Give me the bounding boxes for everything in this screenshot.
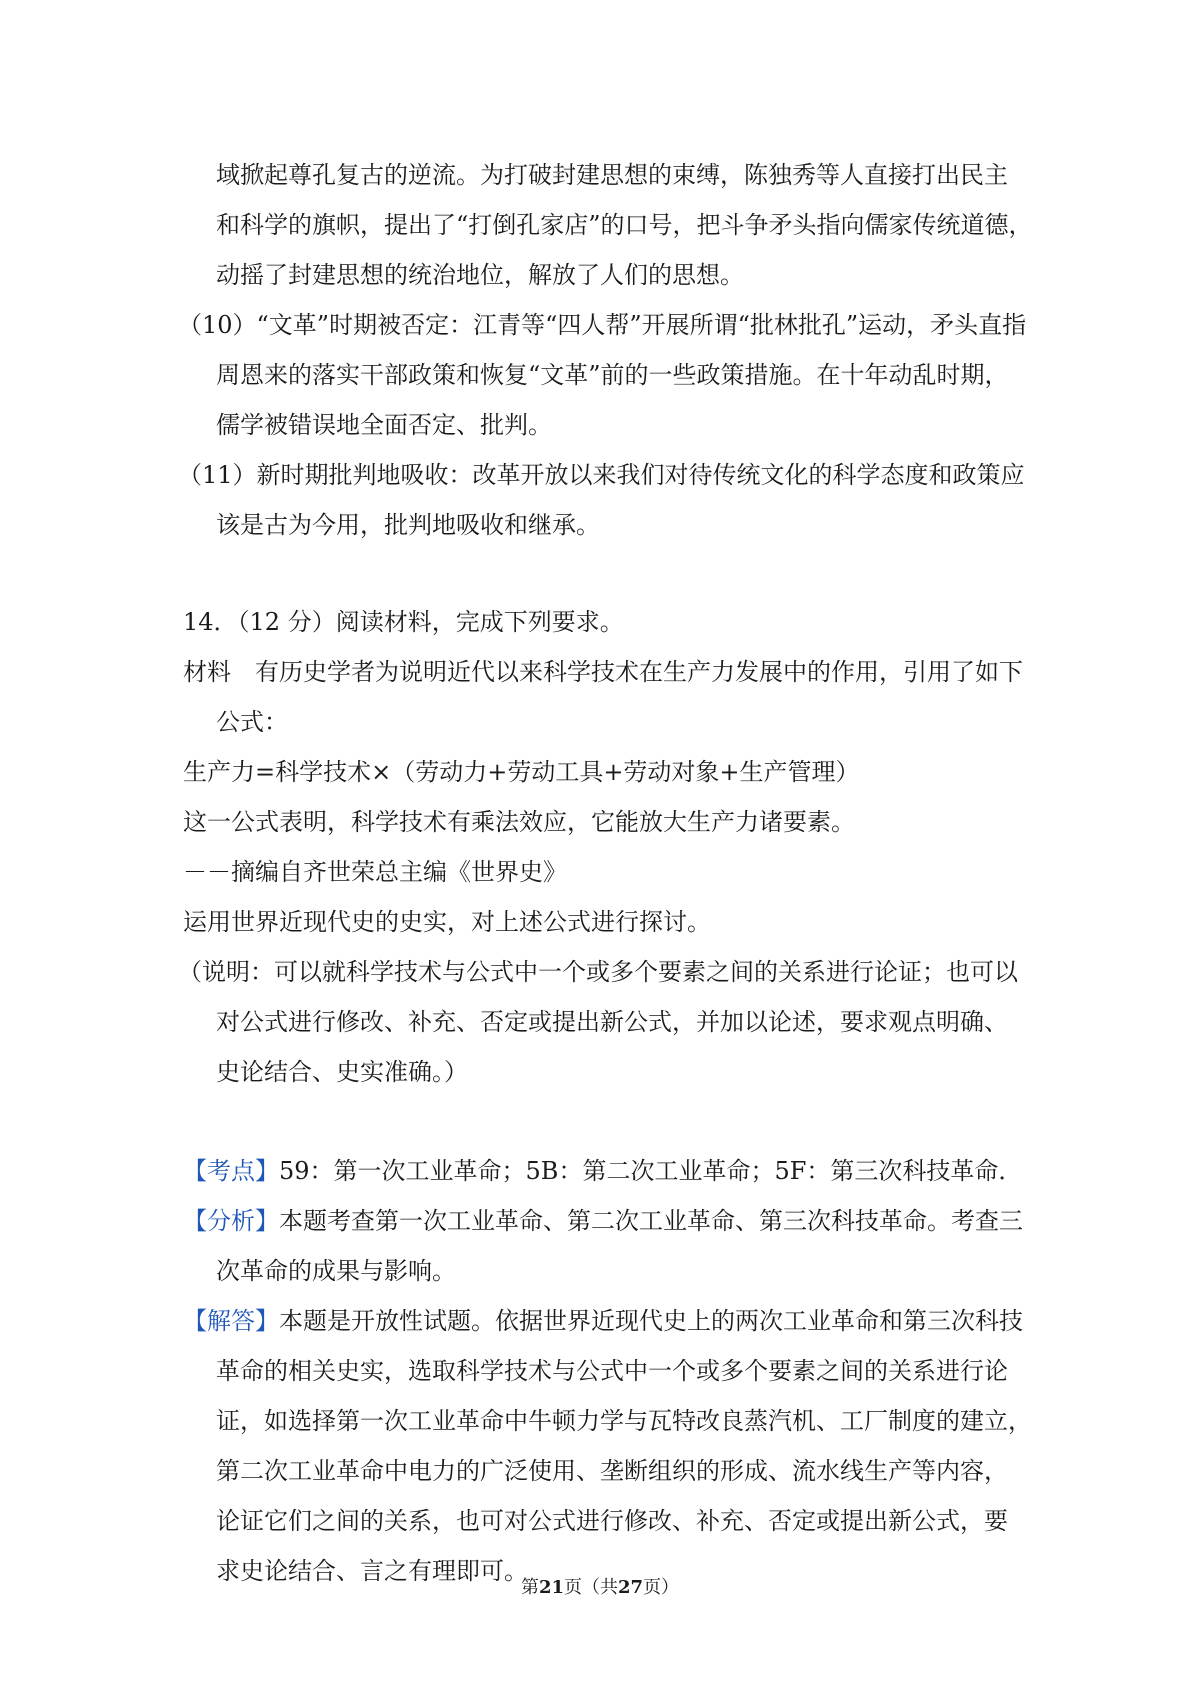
- fenxi-line: 次革命的成果与影响。: [216, 1257, 456, 1285]
- paragraph-item-11: [178, 450, 1028, 550]
- jieda-line: 求史论结合、言之有理即可。: [216, 1557, 528, 1585]
- text-line: （11）新时期批判地吸收：改革开放以来我们对待传统文化的科学态度和政策应: [178, 461, 1025, 489]
- kaodian-text: 59：第一次工业革命；5B：第二次工业革命；5F：第三次科技革命．: [279, 1157, 1023, 1185]
- fenxi-tag: 【分析】: [183, 1207, 279, 1235]
- text-line: （10）“文革”时期被否定：江青等“四人帮”开展所谓“批林批孔”运动，矛头直指: [178, 311, 1027, 339]
- kaodian-line: [183, 1146, 1028, 1196]
- question-header: 14．（12 分）阅读材料，完成下列要求。: [183, 608, 624, 636]
- jieda-line: 革命的相关史实，选取科学技术与公式中一个或多个要素之间的关系进行论: [216, 1357, 1008, 1385]
- text-line: 域掀起尊孔复古的逆流。为打破封建思想的束缚，陈独秀等人直接打出民主: [216, 161, 1008, 189]
- kaodian-tag: 【考点】: [183, 1157, 279, 1185]
- text-line: 周恩来的落实干部政策和恢复“文革”前的一些政策措施。在十年动乱时期，: [216, 361, 1009, 389]
- formula-line: 生产力=科学技术×（劳动力+劳动工具+劳动对象+生产管理）: [183, 758, 860, 786]
- footer-prefix: 第: [520, 1577, 539, 1598]
- jieda-text: 本题是开放性试题。依据世界近现代史上的两次工业革命和第三次科技: [279, 1307, 1023, 1335]
- jieda-tag: 【解答】: [183, 1307, 279, 1335]
- paragraph-item-9: [183, 150, 1033, 300]
- note-line: （说明：可以就科学技术与公式中一个或多个要素之间的关系进行论证；也可以: [178, 958, 1018, 986]
- jieda-line: 证，如选择第一次工业革命中牛顿力学与瓦特改良蒸汽机、工厂制度的建立，: [216, 1407, 1032, 1435]
- text-line: 动摇了封建思想的统治地位，解放了人们的思想。: [216, 261, 744, 289]
- material-source: －－摘编自齐世荣总主编《世界史》: [183, 858, 567, 886]
- note-line: 史论结合、史实准确。）: [216, 1058, 468, 1086]
- jieda-line: [183, 1296, 1028, 1346]
- fenxi-text: 本题考查第一次工业革命、第二次工业革命、第三次科技革命。考查三: [279, 1207, 1023, 1235]
- answer-section: [183, 1146, 1032, 1596]
- page-footer: [0, 1576, 1200, 1600]
- footer-suffix: 页）: [643, 1577, 680, 1598]
- total-pages: 27: [618, 1577, 644, 1598]
- jieda-line: 论证它们之间的关系，也可对公式进行修改、补充、否定或提出新公式，要: [216, 1507, 1008, 1535]
- note-line: 对公式进行修改、补充、否定或提出新公式，并加以论述，要求观点明确、: [216, 1008, 1008, 1036]
- spacer: [183, 550, 1028, 597]
- paragraph-item-10: [178, 300, 1028, 450]
- formula-explanation: 这一公式表明，科学技术有乘法效应，它能放大生产力诸要素。: [183, 808, 855, 836]
- document-body: [178, 150, 1033, 1596]
- footer-middle: 页（共: [564, 1577, 618, 1598]
- question-task: 运用世界近现代史的史实，对上述公式进行探讨。: [183, 908, 711, 936]
- page-number: 21: [538, 1577, 564, 1598]
- material-line: 材料 有历史学者为说明近代以来科学技术在生产力发展中的作用，引用了如下: [183, 658, 1023, 686]
- spacer: [183, 1097, 1028, 1146]
- text-line: 和科学的旗帜，提出了“打倒孔家店”的口号，把斗争矛头指向儒家传统道德，: [216, 211, 1033, 239]
- question-14: [178, 597, 1028, 1097]
- jieda-line: 第二次工业革命中电力的广泛使用、垄断组织的形成、流水线生产等内容，: [216, 1457, 1008, 1485]
- text-line: 儒学被错误地全面否定、批判。: [216, 411, 552, 439]
- text-line: 该是古为今用，批判地吸收和继承。: [216, 511, 600, 539]
- fenxi-line: [183, 1196, 1028, 1246]
- material-line: 公式：: [216, 708, 288, 736]
